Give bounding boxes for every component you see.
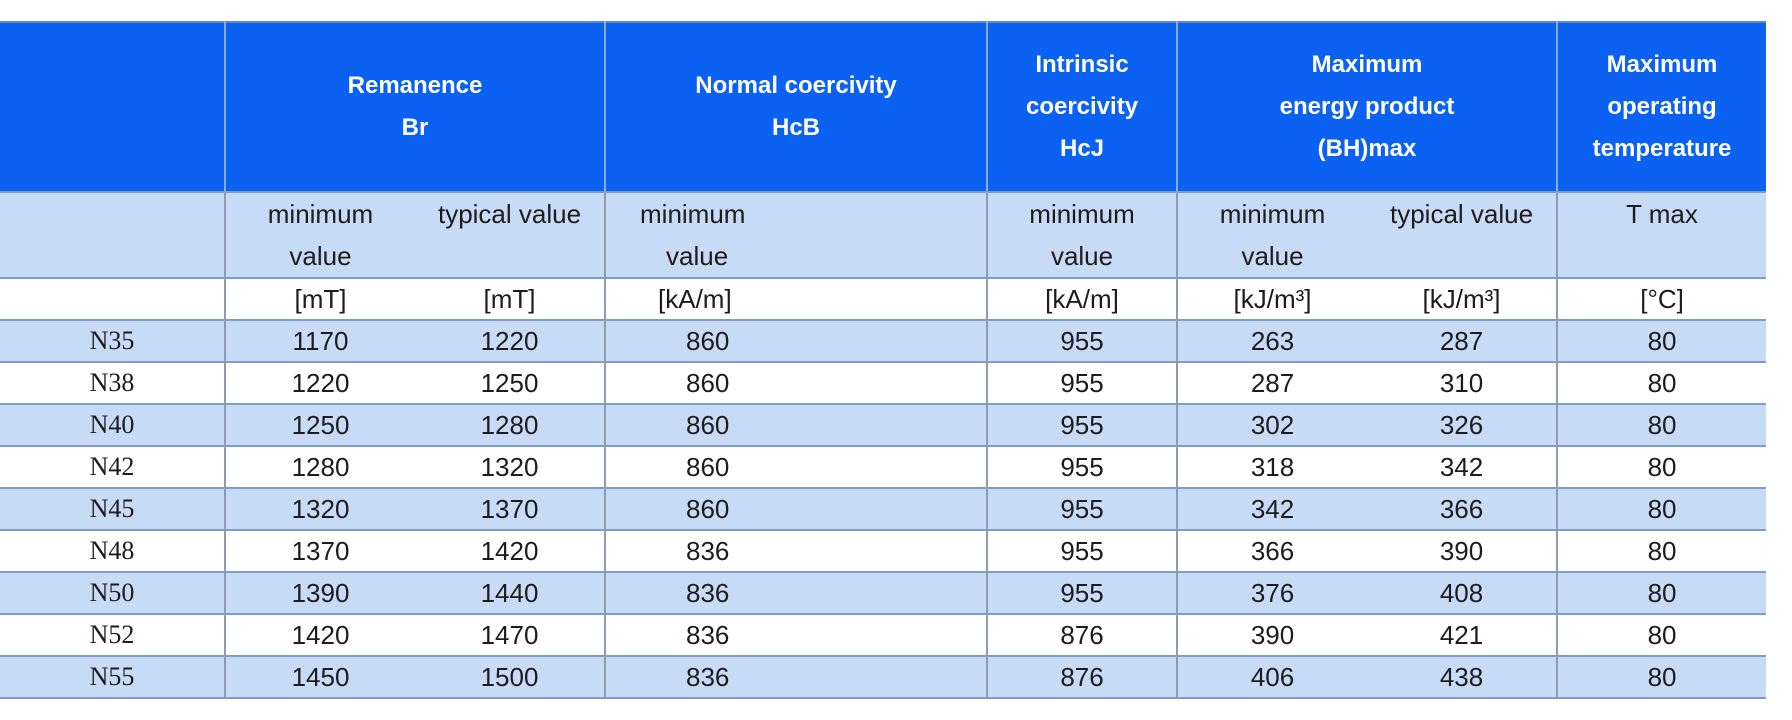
grade-cell: N52 <box>0 614 225 656</box>
remanence-header <box>225 22 605 192</box>
br-min-cell: 1370 <box>225 530 415 572</box>
hcb-min-subheader: minimum value <box>605 192 987 278</box>
header-line: operating <box>1607 93 1717 120</box>
hcb-min-unit: [kA/m] <box>605 278 987 320</box>
hcb-min-cell: 860 <box>605 362 987 404</box>
bh-min-cell: 263 <box>1177 320 1367 362</box>
tmax-cell: 80 <box>1557 320 1766 362</box>
normal-coercivity-header <box>605 22 987 192</box>
header-line: Maximum <box>1606 51 1718 78</box>
tmax-cell: 80 <box>1557 404 1766 446</box>
bh-typ-cell: 421 <box>1367 614 1557 656</box>
bh-min-cell: 302 <box>1177 404 1367 446</box>
br-typ-cell: 1440 <box>415 572 605 614</box>
table-row <box>0 404 1766 446</box>
bh-typ-cell: 310 <box>1367 362 1557 404</box>
grade-cell: N40 <box>0 404 225 446</box>
tmax-cell: 80 <box>1557 614 1766 656</box>
tmax-cell: 80 <box>1557 572 1766 614</box>
hcj-min-cell: 955 <box>987 572 1177 614</box>
grade-cell: N55 <box>0 656 225 698</box>
tmax-unit: [°C] <box>1557 278 1766 320</box>
br-min-cell: 1170 <box>225 320 415 362</box>
hcj-min-cell: 955 <box>987 404 1177 446</box>
table-row <box>0 488 1766 530</box>
bh-typ-cell: 287 <box>1367 320 1557 362</box>
br-min-unit: [mT] <box>225 278 415 320</box>
tmax-cell: 80 <box>1557 656 1766 698</box>
br-min-cell: 1450 <box>225 656 415 698</box>
grade-header <box>0 22 225 192</box>
bh-min-cell: 342 <box>1177 488 1367 530</box>
header-line: Intrinsic <box>1035 51 1129 78</box>
header-line: temperature <box>1592 135 1732 162</box>
grade-cell: N38 <box>0 362 225 404</box>
br-typ-cell: 1420 <box>415 530 605 572</box>
br-typ-cell: 1280 <box>415 404 605 446</box>
hcj-min-subheader: minimum value <box>987 192 1177 278</box>
header-line: HcB <box>772 114 821 141</box>
br-typ-cell: 1470 <box>415 614 605 656</box>
bh-min-cell: 376 <box>1177 572 1367 614</box>
br-typ-cell: 1500 <box>415 656 605 698</box>
intrinsic-coercivity-header <box>987 22 1177 192</box>
hcb-min-cell: 836 <box>605 572 987 614</box>
hcj-min-cell: 876 <box>987 656 1177 698</box>
bh-min-cell: 390 <box>1177 614 1367 656</box>
tmax-subheader: T max <box>1557 192 1766 278</box>
table-row <box>0 656 1766 698</box>
bh-typ-cell: 342 <box>1367 446 1557 488</box>
header-row <box>0 22 1766 192</box>
table-row <box>0 446 1766 488</box>
br-min-cell: 1220 <box>225 362 415 404</box>
hcb-min-cell: 860 <box>605 446 987 488</box>
hcj-min-cell: 955 <box>987 362 1177 404</box>
hcb-min-cell: 860 <box>605 404 987 446</box>
grade-cell: N50 <box>0 572 225 614</box>
max-energy-product-header <box>1177 22 1557 192</box>
table-row <box>0 572 1766 614</box>
bh-typ-unit: [kJ/m³] <box>1367 278 1557 320</box>
header-line: energy product <box>1279 93 1455 120</box>
hcj-min-cell: 955 <box>987 320 1177 362</box>
br-min-cell: 1320 <box>225 488 415 530</box>
grade-cell: N48 <box>0 530 225 572</box>
br-min-subheader: minimum value <box>225 192 415 278</box>
grade-cell: N42 <box>0 446 225 488</box>
br-typ-subheader: typical value <box>415 192 605 278</box>
bh-min-cell: 318 <box>1177 446 1367 488</box>
header-line: Normal coercivity <box>695 72 897 99</box>
subheader-row <box>0 192 1766 278</box>
bh-typ-cell: 366 <box>1367 488 1557 530</box>
table-row <box>0 530 1766 572</box>
grade-subheader <box>0 192 225 278</box>
hcb-min-cell: 860 <box>605 488 987 530</box>
br-typ-cell: 1320 <box>415 446 605 488</box>
tmax-cell: 80 <box>1557 446 1766 488</box>
bh-typ-cell: 326 <box>1367 404 1557 446</box>
bh-min-cell: 366 <box>1177 530 1367 572</box>
table-row <box>0 320 1766 362</box>
magnet-grade-table <box>0 21 1766 699</box>
header-line: Remanence <box>347 72 483 99</box>
hcb-min-cell: 836 <box>605 530 987 572</box>
hcj-min-cell: 955 <box>987 446 1177 488</box>
bh-min-cell: 406 <box>1177 656 1367 698</box>
header-line: coercivity <box>1025 93 1139 120</box>
header-line: (BH)max <box>1317 135 1417 162</box>
grade-cell: N35 <box>0 320 225 362</box>
tmax-cell: 80 <box>1557 530 1766 572</box>
header-line: Maximum <box>1311 51 1423 78</box>
bh-typ-cell: 438 <box>1367 656 1557 698</box>
br-typ-cell: 1250 <box>415 362 605 404</box>
tmax-cell: 80 <box>1557 488 1766 530</box>
hcb-min-cell: 836 <box>605 614 987 656</box>
bh-min-subheader: minimum value <box>1177 192 1367 278</box>
hcj-min-cell: 876 <box>987 614 1177 656</box>
table-row <box>0 362 1766 404</box>
hcj-min-cell: 955 <box>987 530 1177 572</box>
grade-unit <box>0 278 225 320</box>
br-typ-unit: [mT] <box>415 278 605 320</box>
bh-min-unit: [kJ/m³] <box>1177 278 1367 320</box>
br-min-cell: 1280 <box>225 446 415 488</box>
br-min-cell: 1420 <box>225 614 415 656</box>
max-operating-temp-header <box>1557 22 1766 192</box>
hcb-min-cell: 860 <box>605 320 987 362</box>
br-min-cell: 1250 <box>225 404 415 446</box>
hcb-min-cell: 836 <box>605 656 987 698</box>
bh-typ-subheader: typical value <box>1367 192 1557 278</box>
bh-typ-cell: 390 <box>1367 530 1557 572</box>
header-line: Br <box>401 114 429 141</box>
grade-cell: N45 <box>0 488 225 530</box>
table-row <box>0 614 1766 656</box>
br-min-cell: 1390 <box>225 572 415 614</box>
tmax-cell: 80 <box>1557 362 1766 404</box>
hcj-min-unit: [kA/m] <box>987 278 1177 320</box>
hcj-min-cell: 955 <box>987 488 1177 530</box>
units-row <box>0 278 1766 320</box>
bh-min-cell: 287 <box>1177 362 1367 404</box>
header-line: HcJ <box>1060 135 1105 162</box>
bh-typ-cell: 408 <box>1367 572 1557 614</box>
br-typ-cell: 1220 <box>415 320 605 362</box>
br-typ-cell: 1370 <box>415 488 605 530</box>
